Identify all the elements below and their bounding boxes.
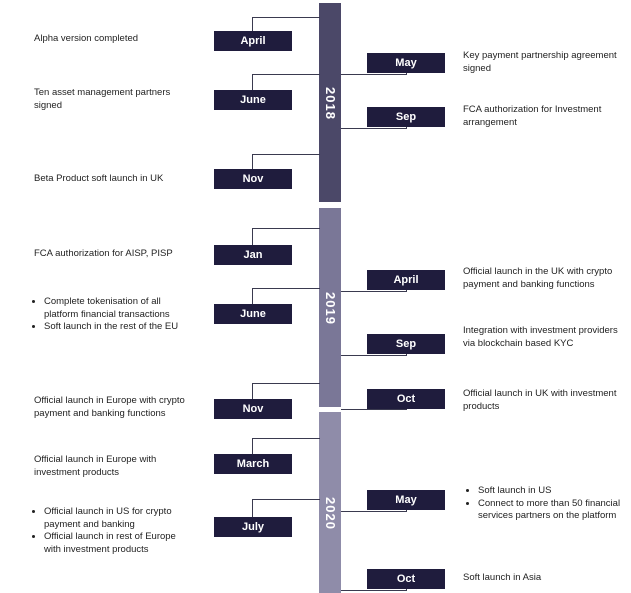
bullet-item: • Soft launch in US (478, 485, 631, 498)
event-2020-oct-description: Soft launch in Asia (463, 572, 542, 583)
bullet-item: • Soft launch in the rest of the EU (44, 321, 194, 334)
event-2018-june-description: Ten asset management partners signed (34, 87, 171, 111)
year-label-2018: 2018 (323, 86, 338, 120)
event-2020-july-month: July (214, 517, 292, 537)
event-2018-nov-month: Nov (214, 169, 292, 189)
event-2018-april-description: Alpha version completed (34, 33, 139, 44)
event-2020-march-month: March (214, 454, 292, 474)
event-2018-may-month: May (367, 53, 445, 73)
event-2019-june-connector (252, 288, 320, 305)
event-2020-july-connector (252, 499, 320, 518)
bullet-item: • Official launch in US for crypto payment and banking (44, 506, 194, 531)
event-2020-may-month: May (367, 490, 445, 510)
year-label-2019: 2019 (323, 291, 338, 325)
event-2019-jan-description: FCA authorization for AISP, PISP (34, 248, 173, 259)
event-2019-nov-connector (252, 383, 320, 400)
event-2019-nov-month: Nov (214, 399, 292, 419)
event-2018-may-description: Key payment partnership agreement signed (463, 50, 617, 74)
event-2019-oct-month: Oct (367, 389, 445, 409)
year-label-2020: 2020 (323, 496, 338, 530)
event-2018-april-month: April (214, 31, 292, 51)
event-2019-jan-connector (252, 228, 320, 246)
event-2019-june-description (34, 296, 194, 334)
event-2018-may-connector-h (341, 74, 406, 75)
event-2019-sep-connector-h (341, 355, 406, 356)
event-2020-july-bullet-list (34, 506, 194, 556)
event-2020-may-bullet-list (468, 485, 631, 523)
event-2020-march-description: Official launch in Europe with investment products (34, 454, 157, 478)
event-2018-june-connector (252, 74, 320, 91)
event-2020-oct-connector-tail (406, 590, 407, 591)
event-2018-may-connector-tail (406, 74, 407, 75)
bullet-item: • Official launch in rest of Europe with investment products (44, 531, 194, 556)
event-2019-april-month: April (367, 270, 445, 290)
event-2018-sep-month: Sep (367, 107, 445, 127)
event-2019-sep-connector-tail (406, 355, 407, 356)
event-2020-may-connector-h (341, 511, 406, 512)
event-2018-sep-connector-tail (406, 128, 407, 129)
event-2018-june-month: June (214, 90, 292, 110)
event-2018-nov-description: Beta Product soft launch in UK (34, 173, 164, 184)
event-2020-may-description (468, 485, 631, 523)
event-2019-nov-description: Official launch in Europe with crypto payment and banking functions (34, 395, 185, 419)
event-2019-oct-connector-tail (406, 409, 407, 410)
event-2019-april-connector-h (341, 291, 406, 292)
event-2019-jan-month: Jan (214, 245, 292, 265)
event-2020-march-connector (252, 438, 320, 455)
event-2020-oct-connector-h (341, 590, 406, 591)
event-2019-sep-description: Integration with investment providers via blockchain based KYC (463, 325, 618, 349)
event-2019-oct-connector-h (341, 409, 406, 410)
event-2018-sep-description: FCA authorization for Investment arrangement (463, 104, 602, 128)
event-2020-oct-month: Oct (367, 569, 445, 589)
event-2020-july-description (34, 506, 194, 556)
event-2019-april-description: Official launch in the UK with crypto payment and banking functions (463, 266, 613, 290)
event-2019-oct-description: Official launch in UK with investment products (463, 388, 617, 412)
event-2019-april-connector-tail (406, 291, 407, 292)
event-2019-june-bullet-list (34, 296, 194, 334)
event-2018-april-connector (252, 17, 320, 32)
event-2018-sep-connector-h (341, 128, 406, 129)
event-2019-june-month: June (214, 304, 292, 324)
bullet-item: • Connect to more than 50 financial services partners on the platform (478, 498, 631, 523)
event-2018-nov-connector (252, 154, 320, 170)
event-2020-may-connector-tail (406, 511, 407, 512)
bullet-item: • Complete tokenisation of all platform financial transactions (44, 296, 194, 321)
event-2019-sep-month: Sep (367, 334, 445, 354)
